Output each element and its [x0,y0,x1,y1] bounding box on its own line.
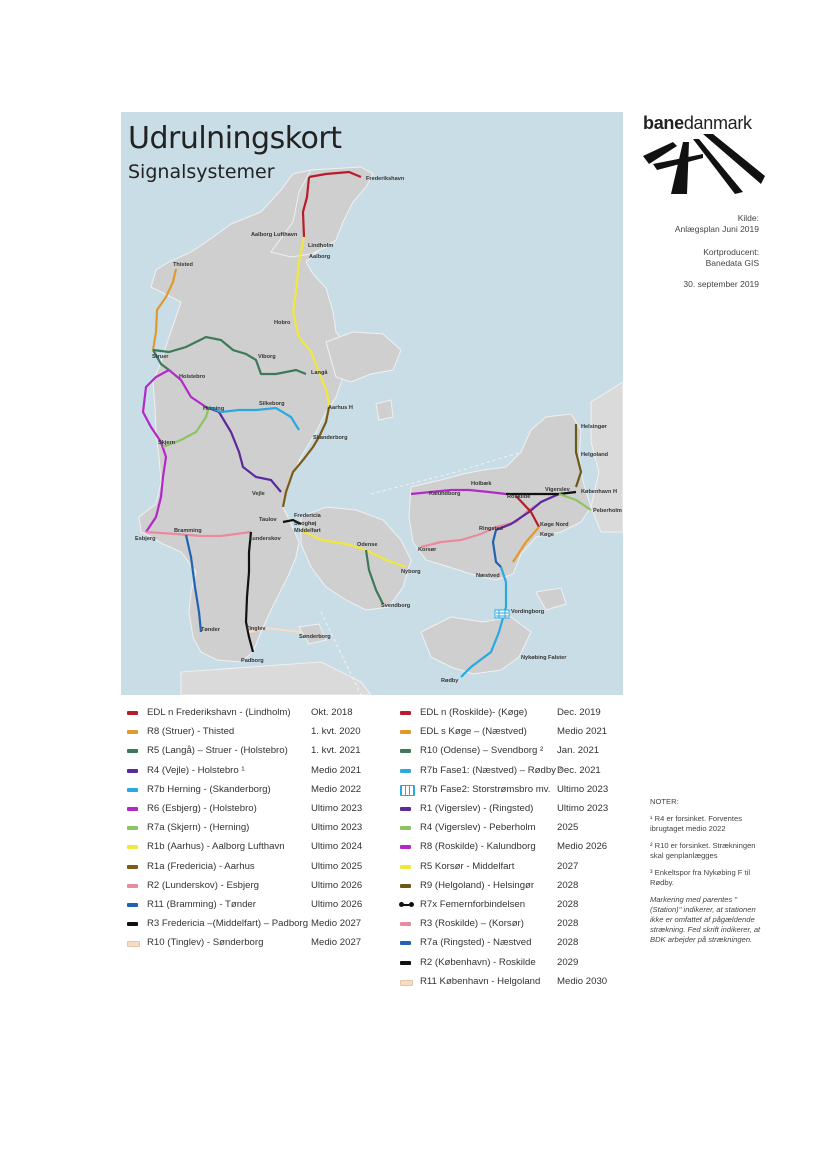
dot-marker [409,902,414,907]
legend-date: Dec. 2019 [557,707,601,718]
source-label: Kilde: [737,213,759,223]
legend-swatch [400,865,411,869]
legend-label: R7b Fase2: Storstrømsbro mv. [420,783,551,795]
legend-date: Medio 2021 [557,726,608,738]
legend-label: EDL s Køge – (Næstved) [420,726,527,738]
brand-wordmark [643,113,765,134]
legend-label: R3 Fredericia –(Middelfart) – Padborg [147,918,309,930]
note-text: Markering med parentes "(Station)" indikerer, at stationen ikke er omfattet af pågældende strækning. Fed skrift indikerer, at BDK arbejder på strækningen. [650,895,761,944]
network-map [121,112,623,695]
legend-date: 2025 [557,822,579,834]
legend-date: Ultimo 2023 [311,822,363,834]
legend-swatch [127,903,138,907]
legend-label: R4 (Vejle) - Holstebro ¹ [147,764,245,776]
legend-label: EDL n (Roskilde)- (Køge) [420,707,528,718]
brand-regular: danmark [683,113,752,133]
map-subtitle: Signalsystemer [128,161,275,183]
station-label: Nyborg [401,569,421,575]
legend-swatch [400,826,411,830]
notes-heading: NOTER: [650,797,679,806]
legend-label: R7x Femernforbindelsen [420,899,526,910]
station-label: Næstved [476,573,500,579]
legend-label: R7a (Skjern) - (Herning) [147,822,250,834]
legend-label: R1a (Fredericia) - Aarhus [147,860,255,872]
station-label: Vejle [252,491,265,497]
note-text: ¹ R4 er forsinket. Forventes ibrugtaget medio 2022 [650,814,743,833]
legend-swatch [127,807,138,811]
station-label: Fredericia [294,513,321,519]
legend-date: Medio 2021 [311,764,362,776]
legend-date: Ultimo 2026 [311,899,363,910]
brand-bold: bane [643,113,684,133]
dot-marker [399,902,404,907]
legend-swatch [400,980,413,986]
station-label: Snoghøj [294,521,317,527]
note-text: ³ Enkeltspor fra Nykøbing F til Rødby. [650,868,751,887]
source-info [675,213,759,235]
station-label: Svendborg [381,603,411,609]
station-label: Køge Nord [540,522,569,528]
station-label: Ringsted [479,526,503,532]
legend-swatch [127,865,138,869]
legend-swatch [400,884,411,888]
station-label: Nykøbing Falster [521,655,567,661]
station-label: Silkeborg [259,401,285,407]
legend-label: R9 (Helgoland) - Helsingør [420,879,535,891]
legend-label: R2 (København) - Roskilde [420,956,536,968]
station-label: Tinglev [246,626,266,632]
legend-date: 1. kvt. 2020 [311,726,361,738]
dotted-line-icon [400,904,413,906]
station-label: Peberholm [593,508,622,514]
station-label: Skjern [158,440,176,446]
legend-swatch [127,826,138,830]
legend-label: R5 Korsør - Middelfart [420,860,515,872]
legend-date: Dec. 2021 [557,764,601,776]
station-label: Aalborg Lufthavn [251,232,298,238]
legend-label: R1b (Aarhus) - Aalborg Lufthavn [147,841,285,853]
legend-swatch [400,730,411,734]
legend-label: R1 (Vigerslev) - (Ringsted) [420,803,534,814]
station-label: Helsingør [581,424,607,430]
legend-swatch [127,845,138,849]
bridge-icon [400,785,415,796]
legend-date: 2028 [557,937,579,949]
station-label: Sønderborg [299,634,331,640]
legend-date: Jan. 2021 [557,745,600,757]
legend-label: R3 (Roskilde) – (Korsør) [420,918,524,930]
legend-label: R10 (Tinglev) - Sønderborg [147,937,264,949]
legend-swatch [400,941,411,945]
legend-label: R6 (Esbjerg) - (Holstebro) [147,803,257,814]
station-label: Skanderborg [313,435,348,441]
station-label: Roskilde [507,494,531,500]
notes [650,797,765,952]
station-label: Rødby [441,678,459,684]
legend-swatch [127,922,138,926]
legend-date: Okt. 2018 [311,707,353,718]
station-label: Helgoland [581,452,609,458]
map-title: Udrulningskort [128,121,342,156]
legend-swatch [400,845,411,849]
legend-swatch [127,941,140,947]
station-label: Viborg [258,354,276,360]
legend-swatch [400,922,411,926]
legend-date: Ultimo 2026 [311,879,363,891]
source-value: Anlægsplan Juni 2019 [674,224,759,234]
note-text: ² R10 er forsinket. Strækningen skal genplanlægges [650,841,756,860]
producer-label: Kortproducent: [703,247,759,257]
legend-label: R10 (Odense) – Svendborg ² [420,745,544,757]
station-label: Thisted [173,262,193,268]
producer-value: Banedata GIS [705,258,759,268]
legend-label: R11 (Bramming) - Tønder [147,899,256,910]
legend-swatch [127,749,138,753]
legend-swatch [400,711,411,715]
legend-swatch [127,711,138,715]
legend-swatch [127,730,138,734]
legend-date: Medio 2030 [557,975,608,987]
station-label: Aarhus H [328,405,353,411]
legend-label: R8 (Roskilde) - Kalundborg [420,841,536,853]
legend-label: R5 (Langå) – Struer - (Holstebro) [147,745,288,757]
legend-label: R7b Herning - (Skanderborg) [147,783,271,795]
legend-date: Ultimo 2023 [557,783,609,795]
legend-swatch [400,749,411,753]
legend-date: 2029 [557,956,579,968]
legend-date: Ultimo 2023 [557,803,609,814]
legend-label: R8 (Struer) - Thisted [147,726,235,738]
samso-landmass [376,400,393,420]
station-label: Middelfart [294,528,321,534]
producer-info [703,247,759,269]
legend-date: Medio 2027 [311,918,362,930]
station-label: Lindholm [308,243,334,249]
legend-label: EDL n Frederikshavn - (Lindholm) [147,707,291,718]
station-label: Kalundborg [429,491,461,497]
legend-swatch [127,788,138,792]
station-label: Lunderskov [249,536,281,542]
legend-swatch [400,769,411,773]
legend-date: 1. kvt. 2021 [311,745,361,757]
station-label: Esbjerg [135,536,156,542]
station-label: Korsør [418,547,437,553]
station-label: Vordingborg [511,609,545,615]
station-label: Frederikshavn [366,176,405,182]
legend-date: Medio 2027 [311,937,362,949]
station-label: Holstebro [179,374,206,380]
legend-swatch [127,769,138,773]
legend-date: Ultimo 2023 [311,803,363,814]
legend-label: R7b Fase1: (Næstved) – Rødby ³ [420,764,562,776]
station-label: Hobro [274,320,291,326]
legend-date: 2028 [557,879,579,891]
legend-label: R2 (Lunderskov) - Esbjerg [147,879,259,891]
brand-logo [643,113,765,199]
station-label: Vigerslev [545,487,570,493]
legend-label: R11 København - Helgoland [420,975,541,987]
station-label: København H [581,489,618,495]
station-label: Langå [311,370,328,376]
legend-date: 2028 [557,899,579,910]
station-label: Holbæk [471,481,492,487]
map-date: 30. september 2019 [683,279,759,289]
station-label: Padborg [241,658,264,664]
station-label: Tønder [201,627,220,633]
legend-date: Medio 2026 [557,841,608,853]
legend-swatch [127,884,138,888]
legend-label: R4 (Vigerslev) - Peberholm [420,822,536,834]
station-label: Bramming [174,528,202,534]
legend-swatch [400,961,411,965]
legend-date: Ultimo 2025 [311,860,363,872]
station-label: Herning [203,406,225,412]
legend-date: 2027 [557,860,579,872]
station-label: Køge [540,532,554,538]
station-label: Struer [152,354,169,360]
station-label: Taulov [259,517,277,523]
legend-date: Ultimo 2024 [311,841,363,853]
legend-label: R7a (Ringsted) - Næstved [420,937,532,949]
station-label: Odense [357,542,378,548]
brand-rails-icon [643,134,765,194]
legend-date: Medio 2022 [311,783,362,795]
legend-swatch [400,807,411,811]
bridge-icon [495,610,509,618]
station-label: Aalborg [309,254,331,260]
legend-date: 2028 [557,918,579,930]
